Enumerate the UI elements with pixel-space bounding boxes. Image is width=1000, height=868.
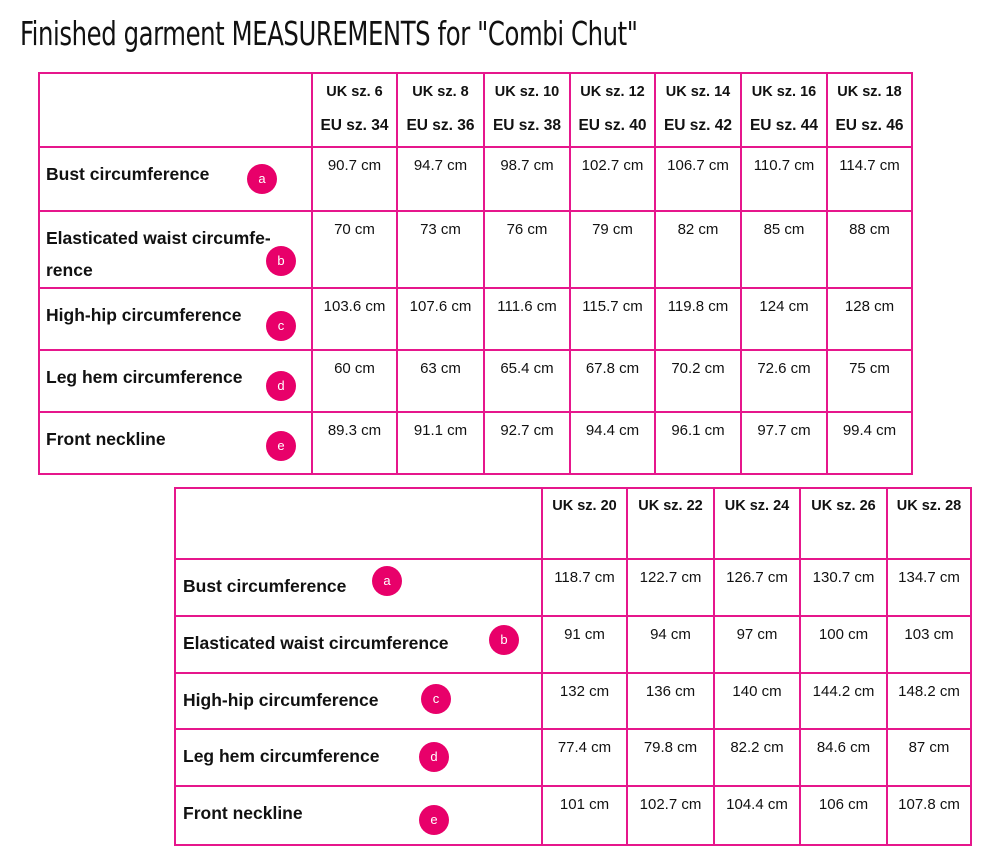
eu-size: EU sz. 46 <box>835 117 904 134</box>
value-cell: 97.7 cm <box>741 412 827 474</box>
value-cell: 128 cm <box>827 288 912 350</box>
size-header <box>312 73 397 147</box>
value-cell: 124 cm <box>741 288 827 350</box>
value-cell: 77.4 cm <box>542 729 627 786</box>
value-cell: 107.8 cm <box>887 786 971 845</box>
uk-size: UK sz. 26 <box>811 498 876 514</box>
uk-size: UK sz. 14 <box>665 84 731 100</box>
value-cell: 97 cm <box>714 616 800 673</box>
row-label-text: Bust circumference <box>46 164 210 184</box>
badge-icon: c <box>266 311 296 341</box>
row-label-text: Leg hem circumference <box>46 366 243 387</box>
row-label <box>39 350 312 412</box>
table-row <box>175 729 971 786</box>
value-cell: 72.6 cm <box>741 350 827 412</box>
row-label <box>175 729 542 786</box>
value-cell: 87 cm <box>887 729 971 786</box>
badge-icon: a <box>247 164 277 194</box>
value-cell: 79 cm <box>570 211 655 288</box>
uk-size: UK sz. 24 <box>724 498 790 514</box>
value-cell: 82 cm <box>655 211 741 288</box>
value-cell: 99.4 cm <box>827 412 912 474</box>
value-cell: 94.7 cm <box>397 147 484 211</box>
row-label-text: High-hip circumference <box>46 304 242 325</box>
uk-size: UK sz. 12 <box>580 84 645 100</box>
value-cell: 103 cm <box>887 616 971 673</box>
value-cell: 114.7 cm <box>827 147 912 211</box>
row-label-text: High-hip circumference <box>183 690 379 710</box>
value-cell: 91.1 cm <box>397 412 484 474</box>
value-cell: 101 cm <box>542 786 627 845</box>
eu-size: EU sz. 38 <box>492 117 562 134</box>
uk-size: UK sz. 28 <box>896 498 962 514</box>
value-cell: 140 cm <box>714 673 800 729</box>
row-label-text: Leg hem circumference <box>183 746 380 766</box>
value-cell: 92.7 cm <box>484 412 570 474</box>
value-cell: 84.6 cm <box>800 729 887 786</box>
value-cell: 104.4 cm <box>714 786 800 845</box>
value-cell: 88 cm <box>827 211 912 288</box>
value-cell: 89.3 cm <box>312 412 397 474</box>
badge-icon: b <box>489 625 519 655</box>
badge-icon: e <box>266 431 296 461</box>
size-header <box>570 73 655 147</box>
corner-cell <box>39 73 312 147</box>
badge-icon: b <box>266 246 296 276</box>
value-cell: 65.4 cm <box>484 350 570 412</box>
value-cell: 75 cm <box>827 350 912 412</box>
table-row <box>39 211 912 288</box>
value-cell: 85 cm <box>741 211 827 288</box>
badge-icon: d <box>266 371 296 401</box>
size-header <box>887 488 971 559</box>
value-cell: 70.2 cm <box>655 350 741 412</box>
value-cell: 60 cm <box>312 350 397 412</box>
badge-icon: a <box>372 566 402 596</box>
uk-size: UK sz. 8 <box>412 84 469 100</box>
value-cell: 98.7 cm <box>484 147 570 211</box>
uk-size: UK sz. 10 <box>494 84 560 100</box>
row-label <box>175 559 542 616</box>
value-cell: 70 cm <box>312 211 397 288</box>
row-label-text: Front neckline <box>183 803 303 823</box>
value-cell: 118.7 cm <box>542 559 627 616</box>
uk-size: UK sz. 20 <box>552 498 617 514</box>
uk-size: UK sz. 16 <box>751 84 817 100</box>
row-label <box>175 673 542 729</box>
row-label <box>175 616 542 673</box>
size-header <box>542 488 627 559</box>
value-cell: 67.8 cm <box>570 350 655 412</box>
value-cell: 126.7 cm <box>714 559 800 616</box>
size-header <box>484 73 570 147</box>
corner-cell <box>175 488 542 559</box>
value-cell: 90.7 cm <box>312 147 397 211</box>
table-row <box>175 673 971 729</box>
value-cell: 110.7 cm <box>741 147 827 211</box>
value-cell: 63 cm <box>397 350 484 412</box>
value-cell: 148.2 cm <box>887 673 971 729</box>
value-cell: 73 cm <box>397 211 484 288</box>
row-label <box>39 412 312 474</box>
badge-icon: d <box>419 742 449 772</box>
size-header <box>800 488 887 559</box>
value-cell: 82.2 cm <box>714 729 800 786</box>
value-cell: 132 cm <box>542 673 627 729</box>
row-label-text: Elasticated waist circumference <box>183 633 449 653</box>
table-row <box>175 786 971 845</box>
value-cell: 111.6 cm <box>484 288 570 350</box>
value-cell: 107.6 cm <box>397 288 484 350</box>
value-cell: 130.7 cm <box>800 559 887 616</box>
eu-size: EU sz. 40 <box>578 117 647 134</box>
value-cell: 100 cm <box>800 616 887 673</box>
value-cell: 106.7 cm <box>655 147 741 211</box>
measurements-table-uk20-28 <box>174 487 972 846</box>
table-row <box>39 147 912 211</box>
size-header <box>714 488 800 559</box>
uk-size: UK sz. 18 <box>837 84 902 100</box>
table-row <box>175 559 971 616</box>
size-header <box>397 73 484 147</box>
value-cell: 76 cm <box>484 211 570 288</box>
eu-size: EU sz. 36 <box>406 117 475 134</box>
row-label-text: Elasticated waist circumfe- <box>46 228 271 248</box>
value-cell: 122.7 cm <box>627 559 714 616</box>
value-cell: 96.1 cm <box>655 412 741 474</box>
value-cell: 103.6 cm <box>312 288 397 350</box>
row-label-text: Bust circumference <box>183 576 347 596</box>
value-cell: 91 cm <box>542 616 627 673</box>
eu-size: EU sz. 34 <box>320 117 389 134</box>
page-title: Finished garment MEASUREMENTS for "Combi Chut" <box>20 14 638 53</box>
value-cell: 106 cm <box>800 786 887 845</box>
measurements-table-uk6-18 <box>38 72 913 475</box>
value-cell: 102.7 cm <box>627 786 714 845</box>
row-label <box>39 147 312 211</box>
value-cell: 102.7 cm <box>570 147 655 211</box>
size-header <box>655 73 741 147</box>
uk-size: UK sz. 22 <box>638 498 703 514</box>
eu-size: EU sz. 42 <box>663 117 733 134</box>
table-row <box>175 616 971 673</box>
value-cell: 136 cm <box>627 673 714 729</box>
value-cell: 115.7 cm <box>570 288 655 350</box>
value-cell: 134.7 cm <box>887 559 971 616</box>
uk-size: UK sz. 6 <box>326 84 383 100</box>
row-label-text: Front neckline <box>46 428 166 449</box>
badge-icon: e <box>419 805 449 835</box>
row-label-text: rence <box>46 260 93 281</box>
badge-icon: c <box>421 684 451 714</box>
size-header <box>741 73 827 147</box>
size-header <box>827 73 912 147</box>
table-row <box>39 350 912 412</box>
value-cell: 119.8 cm <box>655 288 741 350</box>
value-cell: 79.8 cm <box>627 729 714 786</box>
value-cell: 94.4 cm <box>570 412 655 474</box>
size-header <box>627 488 714 559</box>
row-label <box>39 211 312 288</box>
row-label <box>175 786 542 845</box>
table-row <box>39 412 912 474</box>
row-label <box>39 288 312 350</box>
value-cell: 94 cm <box>627 616 714 673</box>
value-cell: 144.2 cm <box>800 673 887 729</box>
eu-size: EU sz. 44 <box>749 117 819 134</box>
table-row <box>39 288 912 350</box>
